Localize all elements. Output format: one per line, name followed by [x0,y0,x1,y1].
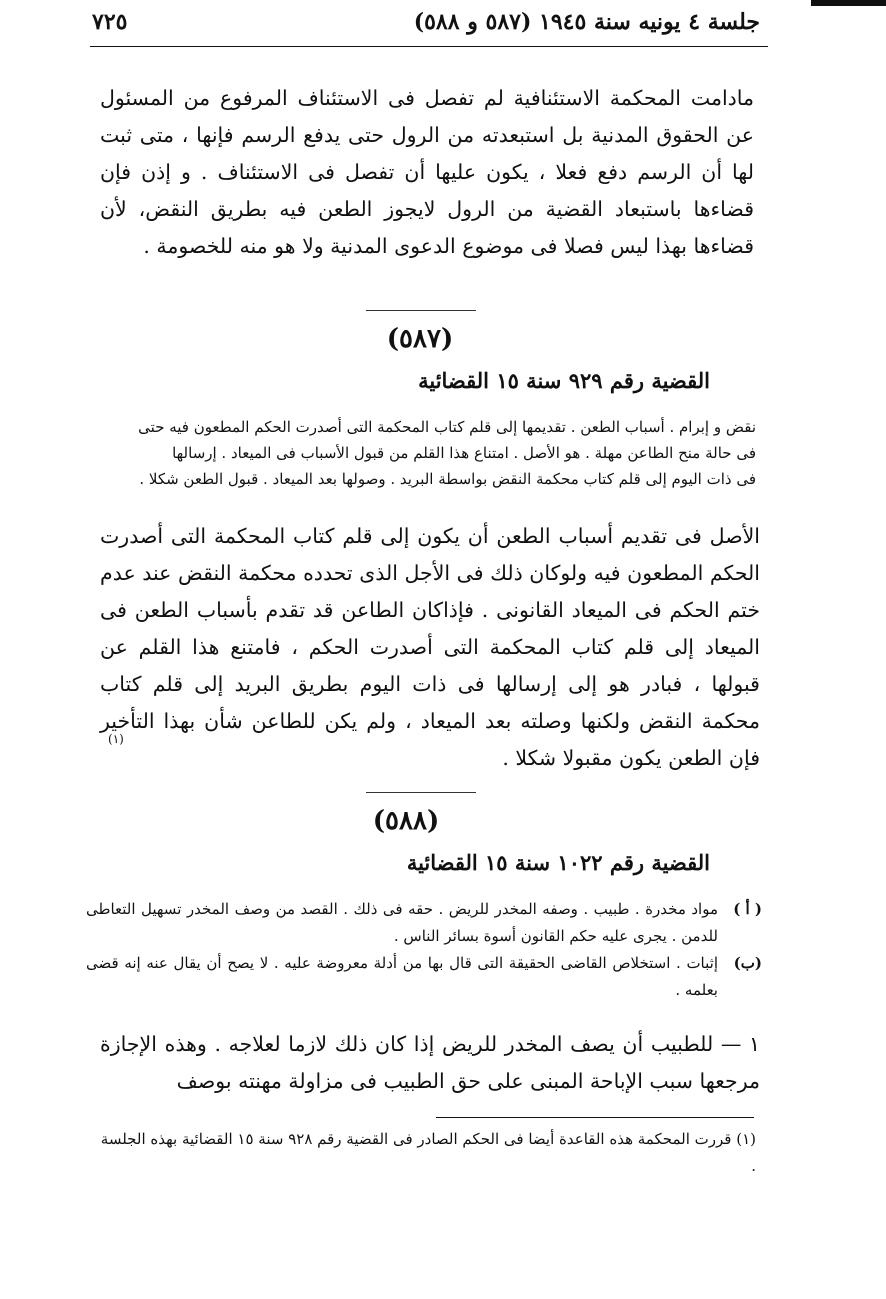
summary-line: فى حالة منح الطاعن مهلة . هو الأصل . امتناع هذا القلم من قبول الأسباب فى الميعاد . إرسالها [172,444,756,462]
page-header [92,4,760,40]
session-title: جلسة ٤ يونيه سنة ١٩٤٥ (٥٨٧ و ٥٨٨) [413,9,760,35]
section-divider [366,792,476,793]
case-587-body [100,518,760,777]
headnote-marker: (ب) [733,954,762,972]
page-number: ٧٢٥ [92,9,128,35]
case-588-body [100,1026,760,1100]
case-587-number: (٥٨٧) [386,324,454,354]
footnote-text: قررت المحكمة هذه القاعدة أيضا فى الحكم الصادر فى القضية رقم ٩٢٨ سنة ١٥ القضائية بهذه الجلسة . [100,1130,756,1175]
intro-paragraph-text: مادامت المحكمة الاستئنافية لم تفصل فى الاستئناف المرفوع من المسئول عن الحقوق المدنية بل استبعدته من الرول حتى يدفع الرسم فإنها ، متى ثبت لها أن الرسم دفع فعلا ، يكون عليها أن تفصل فى الاستئناف . و إذن فإن قضاءها باستبعاد القضية من الرول لايجوز الطعن فيه بطريق النقض، لأن قضاءها بهذا ليس فصلا فى موضوع الدعوى المدنية ولا هو منه للخصومة . [100,86,754,258]
summary-line: نقض و إبرام . أسباب الطعن . تقديمها إلى قلم كتاب المحكمة التى أصدرت الحكم المطعون فيه حتى [138,418,756,436]
headnote-text: إثبات . استخلاص القاضى الحقيقة التى قال بها من أدلة معروضة عليه . لا يصح أن يقال عنه إنه قضى بعلمه . [86,954,718,999]
headnote-b [86,950,762,1004]
footnote-marker: (١) [736,1130,756,1148]
case-587-title: القضية رقم ٩٢٩ سنة ١٥ القضائية [418,368,710,393]
section-divider [366,310,476,311]
headnote-marker: ( أ ) [733,900,762,918]
case-588-title: القضية رقم ١٠٢٢ سنة ١٥ القضائية [406,850,710,875]
case-588-body-text: ١ — للطبيب أن يصف المخدر للريض إذا كان ذلك لازما لعلاجه . وهذه الإجازة مرجعها سبب الإباحة المبنى على حق الطبيب فى مزاولة مهنته بوصف [100,1032,760,1093]
headnote-text: مواد مخدرة . طبيب . وصفه المخدر للريض . حقه فى ذلك . القصد من وصف المخدر تسهيل التعاطى للدمن . يجرى عليه حكم القانون أسوة بسائر الناس . [86,900,718,945]
footnote-rule [436,1117,754,1118]
header-rule [90,46,768,47]
footnote [100,1126,756,1180]
footnote-reference: (١) [108,732,124,746]
case-588-headnotes [86,896,762,1004]
summary-line: فى ذات اليوم إلى قلم كتاب محكمة النقض بواسطة البريد . وصولها بعد الميعاد . قبول الطعن شكلا . [139,470,756,488]
intro-paragraph [100,80,754,265]
case-588-number: (٥٨٨) [372,806,440,836]
case-587-body-text: الأصل فى تقديم أسباب الطعن أن يكون إلى قلم كتاب المحكمة التى أصدرت الحكم المطعون فيه ولوكان ذلك فى الأجل الذى تحدده محكمة النقض عند عدم ختم الحكم فى الميعاد القانونى . فإذاكان الطاعن قد تقدم بأسباب الطعن فى الميعاد إلى قلم كتاب المحكمة التى أصدرت الحكم ، فامتنع هذا القلم عن قبولها ، فبادر هو إلى إرسالها فى ذات اليوم بطريق البريد إلى قلم كتاب محكمة النقض ولكنها وصلته بعد الميعاد ، ولم يكن للطاعن شأن بهذا التأخير فإن الطعن يكون مقبولا شكلا . [100,524,760,770]
headnote-a [86,896,762,950]
case-587-summary [100,414,756,492]
page-corner-mark [811,0,886,6]
